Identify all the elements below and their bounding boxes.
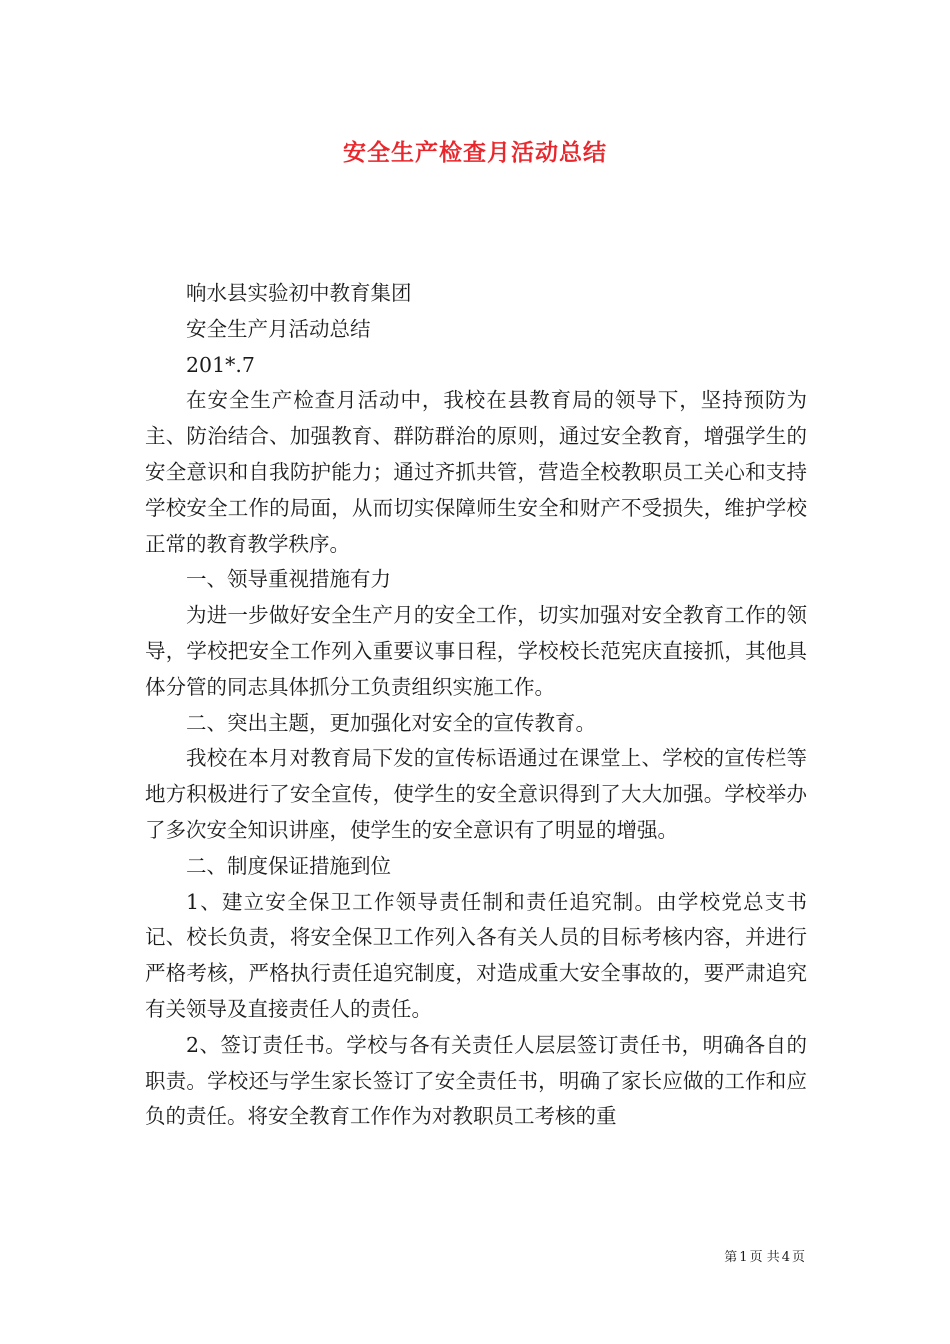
section-2-paragraph: 我校在本月对教育局下发的宣传标语通过在课堂上、学校的宣传栏等地方积极进行了安全宣传，使学生的安全意识得到了大大加强。学校举办了多次安全知识讲座，使学生的安全意识有了明显的增强。: [145, 746, 807, 842]
page-label-prefix: 第: [724, 1250, 738, 1265]
intro-paragraph: 在安全生产检查月活动中，我校在县教育局的领导下，坚持预防为主、防治结合、加强教育、群防群治的原则，通过安全教育，增强学生的安全意识和自我防护能力；通过齐抓共管，营造全校教职员工关心和支持学校安全工作的局面，从而切实保障师生安全和财产不受损失，维护学校正常的教育教学秩序。: [145, 388, 807, 556]
section-heading-3: 二、制度保证措施到位: [186, 853, 391, 878]
section-heading-2: 二、突出主题，更加强化对安全的宣传教育。: [186, 710, 596, 735]
document-title: 安全生产检查月活动总结: [343, 139, 607, 166]
org-name-line: 响水县实验初中教育集团: [186, 281, 412, 305]
page-footer: [723, 1246, 806, 1265]
page-label-middle: 页 共: [749, 1250, 780, 1265]
item-1-paragraph: 1、建立安全保卫工作领导责任制和责任追究制。由学校党总支书记、校长负责，将安全保卫工作列入各有关人员的目标考核内容，并进行严格考核，严格执行责任追究制度，对造成重大安全事故的，要严肃追究有关领导及直接责任人的责任。: [145, 889, 807, 1021]
total-pages-number: 4: [781, 1250, 790, 1265]
section-1-paragraph: 为进一步做好安全生产月的安全工作，切实加强对安全教育工作的领导，学校把安全工作列入重要议事日程，学校校长范宪庆直接抓，其他具体分管的同志具体抓分工负责组织实施工作。: [145, 603, 807, 699]
page-label-suffix: 页: [791, 1250, 805, 1265]
current-page-number: 1: [739, 1250, 748, 1265]
subtitle-line: 安全生产月活动总结: [186, 316, 371, 341]
item-2-paragraph: 2、签订责任书。学校与各有关责任人层层签订责任书，明确各自的职责。学校还与学生家长签订了安全责任书，明确了家长应做的工作和应负的责任。将安全教育工作作为对教职员工考核的重: [145, 1032, 807, 1129]
section-heading-1: 一、领导重视措施有力: [186, 567, 391, 592]
document-body: [145, 276, 807, 1135]
date-line: 201*.7: [186, 352, 255, 377]
